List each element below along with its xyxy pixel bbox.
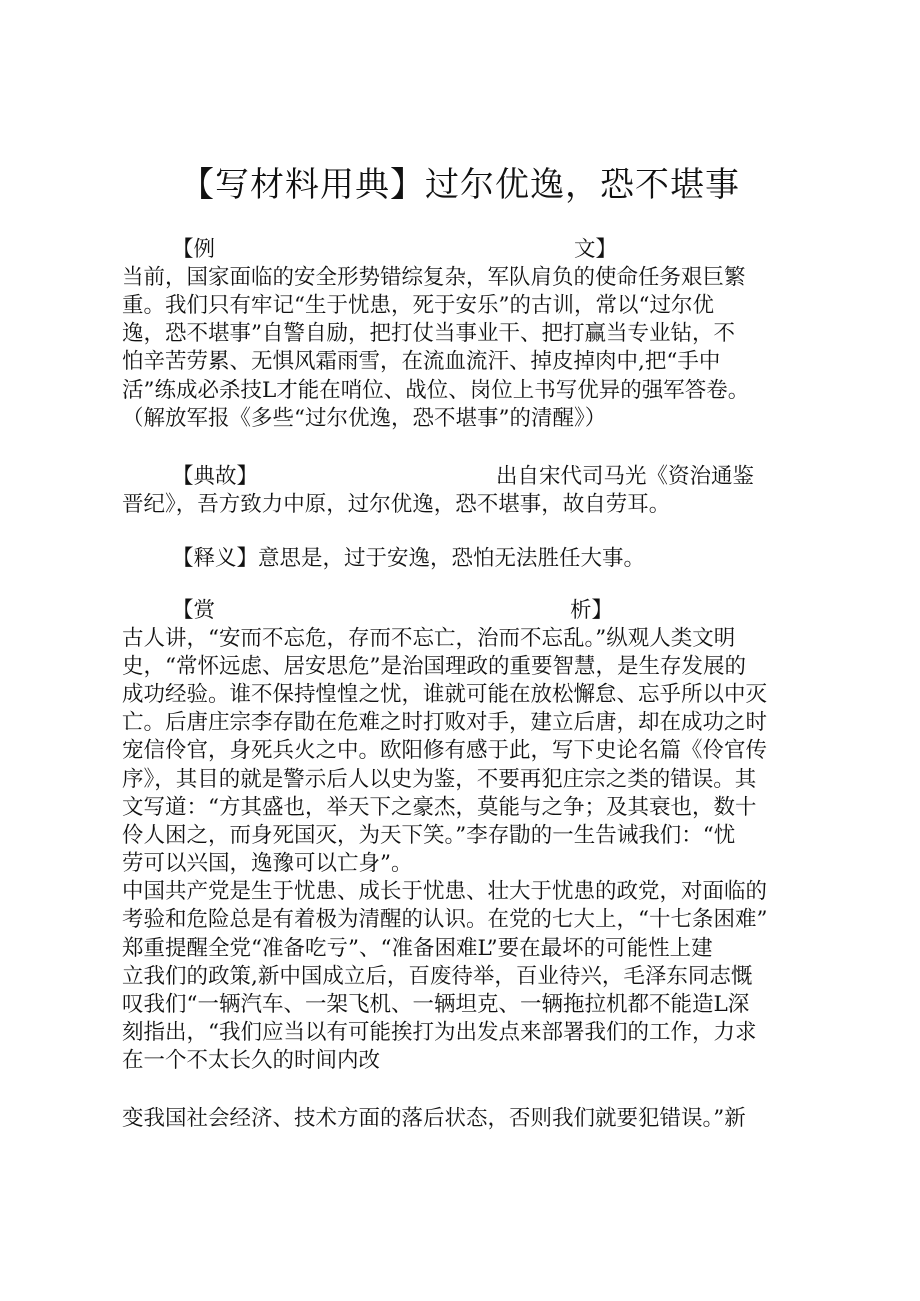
analysis-line: 刻指出，“我们应当以有可能挨打为出发点来部署我们的工作，力求 — [122, 1020, 757, 1045]
example-line: 活”练成必杀技L才能在哨位、战位、岗位上书写优异的强军答卷。 — [122, 378, 750, 403]
analysis-line: 劳可以兴国，逸豫可以亡身”。 — [122, 851, 413, 876]
allusion-text: 晋纪》，吾方致力中原，过尔优逸，恐不堪事，故自劳耳。 — [122, 492, 671, 517]
analysis-line: 亡。后唐庄宗李存勖在危难之时打败对手，建立后唐，却在成功之时 — [122, 710, 768, 735]
example-heading-left: 【例 — [172, 237, 216, 262]
analysis-line: 立我们的政策,新中国成立后，百废待举，百业待兴，毛泽东同志慨 — [122, 964, 753, 989]
analysis-line: 宠信伶官，身死兵火之中。欧阳修有感于此，写下史论名篇《伶官传 — [122, 738, 768, 763]
analysis-line: 中国共产党是生于忧患、成长于忧患、壮大于忧患的政党，对面临的 — [122, 879, 768, 904]
allusion-source: 出自宋代司马光《资治通鉴 — [496, 464, 755, 489]
example-heading-right: 文】 — [574, 237, 618, 262]
example-line: 当前，国家面临的安全形势错综复杂，军队肩负的使命任务艰巨繁 — [122, 265, 746, 290]
example-source: （解放军报《多些“过尔优逸，恐不堪事”的清醒》） — [122, 406, 607, 431]
example-line: 重。我们只有牢记“生于忧患，死于安乐”的古训，常以“过尔优 — [122, 293, 714, 318]
analysis-line: 成功经验。谁不保持惶惶之忧，谁就可能在放松懈怠、忘乎所以中灭 — [122, 682, 768, 707]
page-title: 【写材料用典】过尔优逸，恐不堪事 — [180, 165, 740, 205]
example-line: 逸，恐不堪事”自警自励，把打仗当事业干、把打赢当专业钻，不 — [122, 321, 735, 346]
analysis-line: 郑重提醒全党“准备吃亏”、“准备困难L”要在最坏的可能性上建 — [122, 936, 713, 961]
analysis-line: 序》，其目的就是警示后人以史为鉴，不要再犯庄宗之类的错误。其 — [122, 767, 757, 792]
analysis-continued-line: 变我国社会经济、技术方面的落后状态，否则我们就要犯错误。”新 — [122, 1106, 746, 1131]
analysis-line: 考验和危险总是有着极为清醒的认识。在党的七大上，“十七条困难” — [122, 907, 768, 932]
analysis-line: 文写道：“方其盛也，举天下之豪杰，莫能与之争；及其衰也，数十 — [122, 795, 757, 820]
allusion-heading: 【典故】 — [172, 464, 259, 489]
analysis-line: 伶人困之，而身死国灭，为天下笑。”李存勖的一生告诫我们：“忧 — [122, 823, 736, 848]
meaning-text: 【释义】意思是，过于安逸，恐怕无法胜任大事。 — [172, 546, 646, 571]
analysis-heading-right: 析】 — [570, 598, 614, 623]
analysis-line: 叹我们“一辆汽车、一架飞机、一辆坦克、一辆拖拉机都不能造L深 — [122, 992, 750, 1017]
analysis-heading-left: 【赏 — [172, 598, 216, 623]
analysis-line: 史，“常怀远虑、居安思危”是治国理政的重要智慧，是生存发展的 — [122, 654, 746, 679]
example-line: 怕辛苦劳累、无惧风霜雨雪，在流血流汗、掉皮掉肉中,把“手中 — [122, 349, 721, 374]
analysis-line: 在一个不太长久的时间内改 — [122, 1048, 381, 1073]
analysis-line: 古人讲，“安而不忘危，存而不忘亡，治而不忘乱。”纵观人类文明 — [122, 626, 736, 651]
